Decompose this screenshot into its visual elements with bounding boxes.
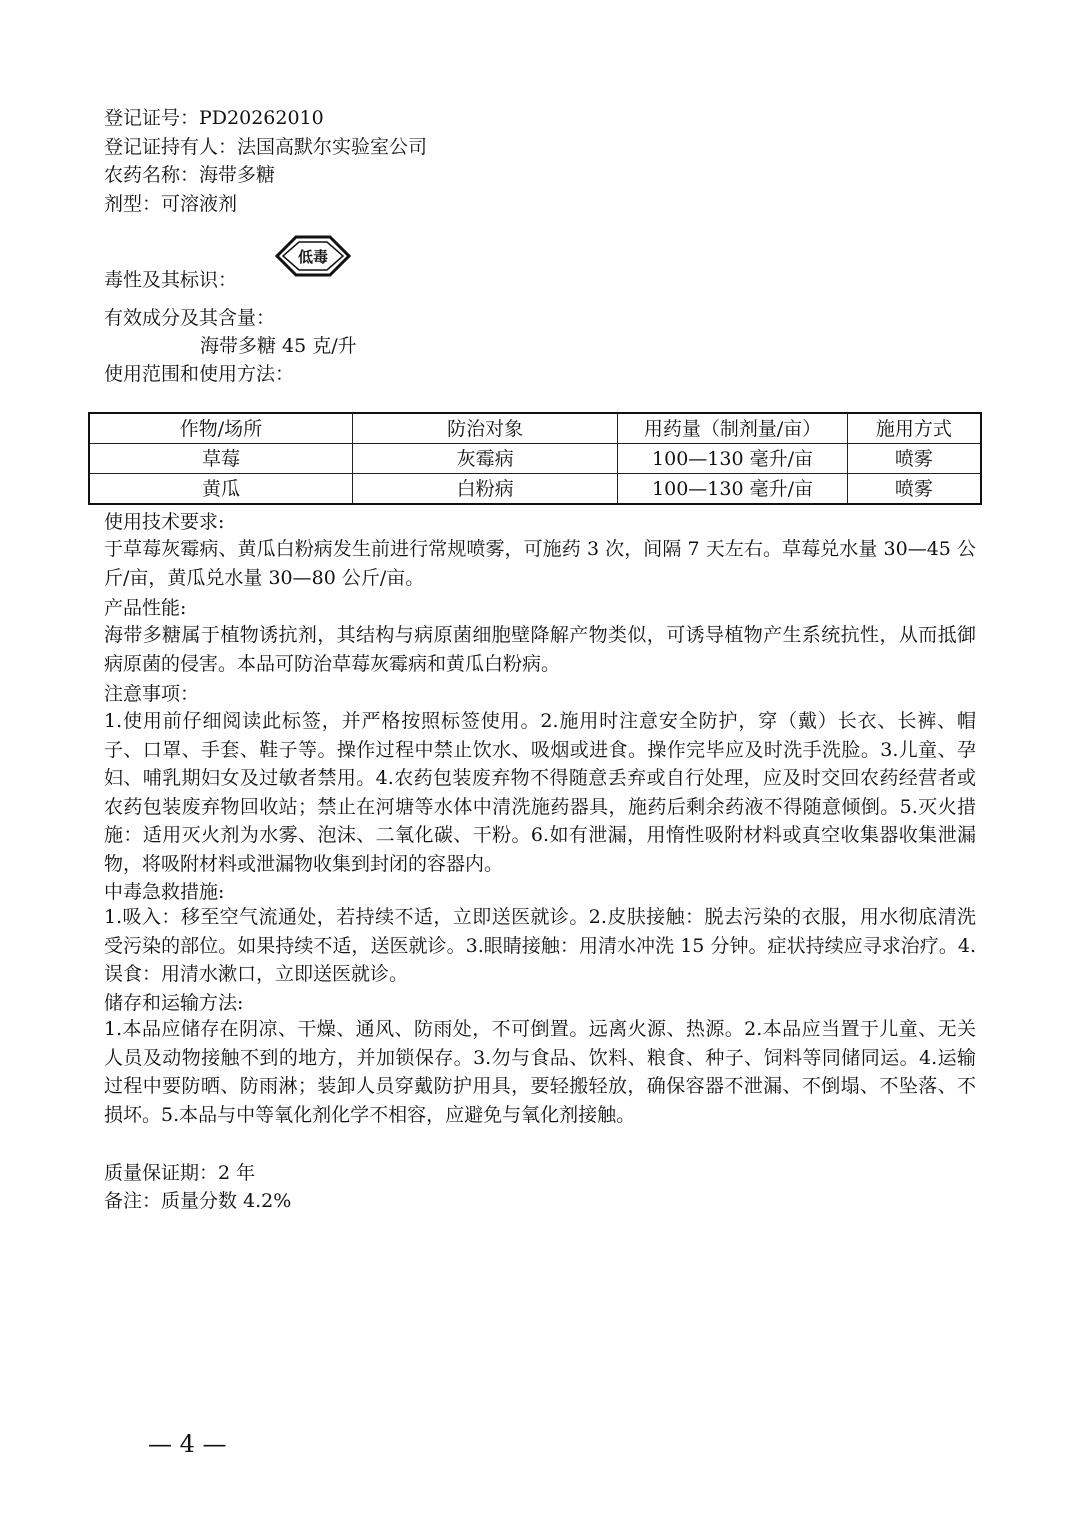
header-target: 防治对象 — [352, 413, 617, 444]
cautions-body: 1.使用前仔细阅读此标签，并严格按照标签使用。2.施用时注意安全防护，穿（戴）长衣、长裤、帽子、口罩、手套、鞋子等。操作过程中禁止饮水、吸烟或进食。操作完毕应及时洗手洗脸。3.儿童、孕妇、哺乳期妇女及过敏者禁用。4.农药包装废弃物不得随意丢弃或自行处理，应及时交回农药经营者或农药包装废弃物回收站；禁止在河塘等水体中清洗施药器具，施药后剩余药液不得随意倾倒。5.灭火措施：适用灭火剂为水雾、泡沫、二氧化碳、干粉。6.如有泄漏，用惰性吸附材料或真空收集器收集泄漏物，将吸附材料或泄漏物收集到封闭的容器内。 — [104, 710, 976, 875]
header-dosage: 用药量（制剂量/亩） — [618, 413, 848, 444]
formulation-type: 剂型：可溶液剂 — [104, 193, 238, 215]
toxicity-label: 毒性及其标识： — [104, 269, 238, 291]
registration-holder: 登记证持有人：法国高默尔实验室公司 — [104, 136, 428, 158]
remark: 备注：质量分数 4.2% — [104, 1190, 292, 1212]
quality-warranty: 质量保证期：2 年 — [104, 1162, 256, 1184]
page-number: — 4 — — [148, 1430, 227, 1458]
pesticide-name: 农药名称：海带多糖 — [104, 164, 276, 186]
ingredients-value: 海带多糖 45 克/升 — [200, 335, 357, 357]
product-performance-title: 产品性能: — [104, 597, 187, 619]
storage-transport-title: 储存和运输方法: — [104, 992, 244, 1014]
low-toxicity-badge-icon — [272, 234, 354, 278]
registration-number: 登记证号：PD20262010 — [104, 107, 324, 129]
usage-table — [88, 412, 982, 505]
cell-method: 喷雾 — [847, 474, 981, 505]
cautions-title: 注意事项： — [104, 683, 200, 705]
tech-requirements-body: 于草莓灰霉病、黄瓜白粉病发生前进行常规喷雾，可施药 3 次，间隔 7 天左右。草莓兑水量 30—45 公斤/亩，黄瓜兑水量 30—80 公斤/亩。 — [104, 538, 976, 589]
product-performance-body: 海带多糖属于植物诱抗剂，其结构与病原菌细胞壁降解产物类似，可诱导植物产生系统抗性，从而抵御病原菌的侵害。本品可防治草莓灰霉病和黄瓜白粉病。 — [104, 624, 976, 675]
cell-crop: 草莓 — [89, 444, 352, 474]
cell-dosage: 100—130 毫升/亩 — [618, 474, 848, 505]
table-row — [89, 474, 981, 505]
cell-dosage: 100—130 毫升/亩 — [618, 444, 848, 474]
table-row — [89, 444, 981, 474]
first-aid-body: 1.吸入：移至空气流通处，若持续不适，立即送医就诊。2.皮肤接触：脱去污染的衣服，用水彻底清洗受污染的部位。如果持续不适，送医就诊。3.眼睛接触：用清水冲洗 15 分钟。症状持续应寻求治疗。4.误食：用清水漱口，立即送医就诊。 — [104, 906, 976, 986]
storage-transport-body: 1.本品应储存在阴凉、干燥、通风、防雨处，不可倒置。远离火源、热源。2.本品应当置于儿童、无关人员及动物接触不到的地方，并加锁保存。3.勿与食品、饮料、粮食、种子、饲料等同储同运。4.运输过程中要防晒、防雨淋；装卸人员穿戴防护用具，要轻搬轻放，确保容器不泄漏、不倒塌、不坠落、不损坏。5.本品与中等氧化剂化学不相容，应避免与氧化剂接触。 — [104, 1018, 976, 1126]
first-aid-title: 中毒急救措施: — [104, 881, 225, 903]
cell-method: 喷雾 — [847, 444, 981, 474]
cell-target: 白粉病 — [352, 474, 617, 505]
usage-scope-label: 使用范围和使用方法： — [104, 363, 295, 385]
ingredients-label: 有效成分及其含量： — [104, 307, 276, 329]
cell-target: 灰霉病 — [352, 444, 617, 474]
table-header-row — [89, 413, 981, 444]
badge-text: 低毒 — [297, 248, 329, 266]
cell-crop: 黄瓜 — [89, 474, 352, 505]
header-method: 施用方式 — [847, 413, 981, 444]
header-crop: 作物/场所 — [89, 413, 352, 444]
tech-requirements-title: 使用技术要求: — [104, 511, 225, 533]
